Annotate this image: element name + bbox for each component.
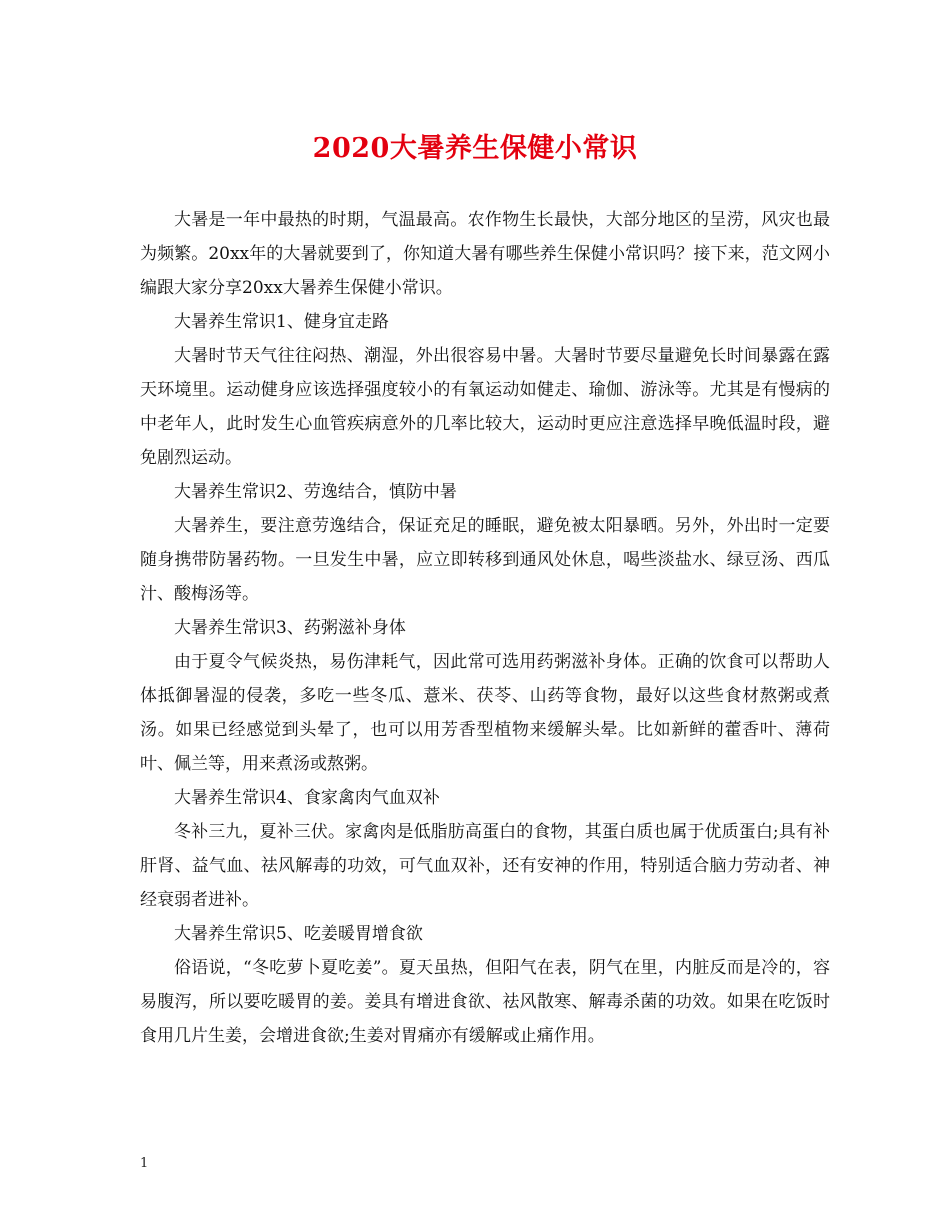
section-body-5: 俗语说，“冬吃萝卜夏吃姜”。夏天虽热，但阳气在表，阴气在里，内脏反而是冷的，容易腹泻，所以要吃暖胃的姜。姜具有增进食欲、祛风散寒、解毒杀菌的功效。如果在吃饭时食用几片生姜，会增进食欲;生姜对胃痛亦有缓解或止痛作用。 (140, 958, 830, 1046)
section-heading-3: 大暑养生常识3、药粥滋补身体 (174, 618, 406, 638)
section-heading-4: 大暑养生常识4、食家禽肉气血双补 (174, 788, 440, 808)
section-body-3: 由于夏令气候炎热，易伤津耗气，因此常可选用药粥滋补身体。正确的饮食可以帮助人体抵御暑湿的侵袭，多吃一些冬瓜、薏米、茯苓、山药等食物，最好以这些食材熬粥或煮汤。如果已经感觉到头晕了，也可以用芳香型植物来缓解头晕。比如新鲜的藿香叶、薄荷叶、佩兰等，用来煮汤或熬粥。 (140, 652, 830, 774)
section-heading-5: 大暑养生常识5、吃姜暖胃增食欲 (174, 924, 423, 944)
section-heading-2: 大暑养生常识2、劳逸结合，慎防中暑 (174, 482, 457, 502)
section-body-4: 冬补三九，夏补三伏。家禽肉是低脂肪高蛋白的食物，其蛋白质也属于优质蛋白;具有补肝肾、益气血、祛风解毒的功效，可气血双补，还有安神的作用，特别适合脑力劳动者、神经衰弱者进补。 (140, 822, 830, 910)
document-body (140, 203, 830, 1053)
section-body-1: 大暑时节天气往往闷热、潮湿，外出很容易中暑。大暑时节要尽量避免长时间暴露在露天环境里。运动健身应该选择强度较小的有氧运动如健走、瑜伽、游泳等。尤其是有慢病的中老年人，此时发生心血管疾病意外的几率比较大，运动时更应注意选择早晚低温时段，避免剧烈运动。 (140, 346, 830, 468)
page-number: 1 (140, 1156, 149, 1171)
section-heading-1: 大暑养生常识1、健身宜走路 (174, 312, 389, 332)
section-body-2: 大暑养生，要注意劳逸结合，保证充足的睡眠，避免被太阳暴晒。另外，外出时一定要随身携带防暑药物。一旦发生中暑，应立即转移到通风处休息，喝些淡盐水、绿豆汤、西瓜汁、酸梅汤等。 (140, 516, 830, 604)
page-title: 2020大暑养生保健小常识 (312, 133, 638, 164)
intro-paragraph: 大暑是一年中最热的时期，气温最高。农作物生长最快，大部分地区的呈涝，风灾也最为频繁。20xx年的大暑就要到了，你知道大暑有哪些养生保健小常识吗？接下来，范文网小编跟大家分享20xx大暑养生保健小常识。 (140, 210, 830, 298)
